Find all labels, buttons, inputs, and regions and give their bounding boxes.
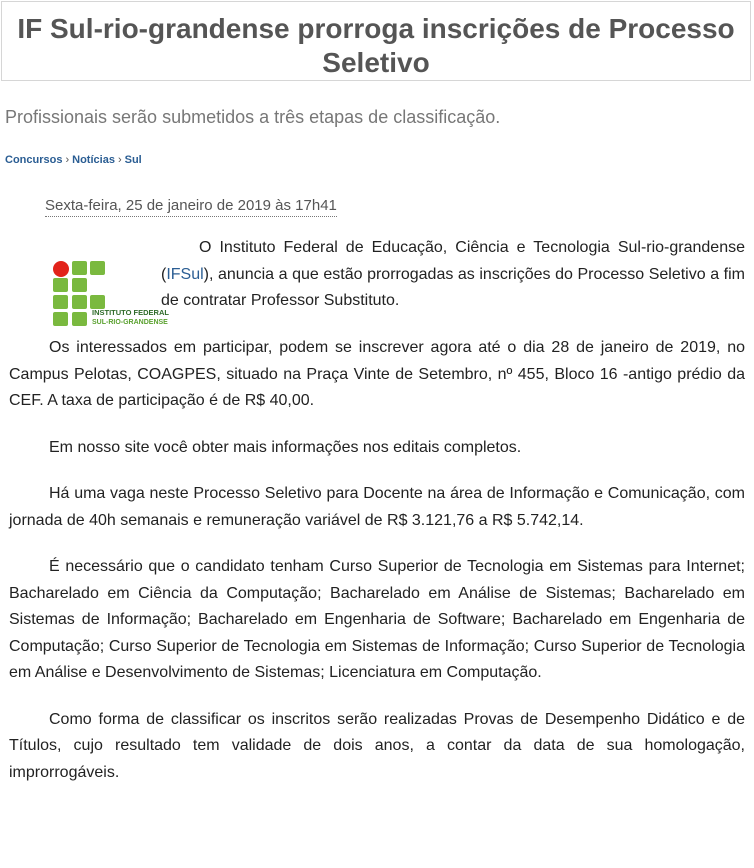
article-body <box>9 235 745 806</box>
title-box <box>1 1 751 81</box>
logo-text-line2: SUL-RIO-GRANDENSE <box>92 319 168 326</box>
article-paragraph-6: Como forma de classificar os inscritos serão realizadas Provas de Desempenho Didático e de Títulos, cujo resultado tem validade de dois anos, a contar da data de sua homologação, improrrogáveis. <box>9 710 745 781</box>
breadcrumb-separator: › <box>65 154 70 166</box>
publish-date: Sexta-feira, 25 de janeiro de 2019 às 17h41 <box>45 196 337 217</box>
article-paragraph-3: Em nosso site você obter mais informações nos editais completos. <box>49 438 522 456</box>
breadcrumb <box>5 152 142 168</box>
breadcrumb-sul[interactable]: Sul <box>124 154 142 166</box>
logo-text-line1: INSTITUTO FEDERAL <box>92 308 169 317</box>
breadcrumb-separator: › <box>117 154 122 166</box>
p1-text-after: ), anuncia a que estão prorrogadas as inscrições do Processo Seletivo a fim de contratar Professor Substituto. <box>161 265 745 309</box>
page-title: IF Sul-rio-grandense prorroga inscrições de Processo Seletivo <box>17 13 735 78</box>
p1-text-before: O Instituto Federal de Educação, Ciência e Tecnologia Sul-rio-grandense ( <box>161 239 745 283</box>
article-paragraph-5: É necessário que o candidato tenham Curso Superior de Tecnologia em Sistemas para Internet; Bacharelado em Ciência da Computação; Bacharelado em Análise de Sistemas; Bacharelado em Sistemas de Informação; Bacharelado em Engenharia de Software; Bacharelado em Engenharia de Computação; Curso Superior de Tecnologia em Sistemas de Informação; Curso Superior de Tecnologia em Análise e Desenvolvimento de Sistemas; Licenciatura em Computação. <box>9 558 745 681</box>
page-subtitle: Profissionais serão submetidos a três etapas de classificação. <box>5 107 501 127</box>
ifsul-link[interactable]: IFSul <box>166 265 204 283</box>
ifsul-logo <box>9 235 169 335</box>
ifsul-logo-graphic <box>52 261 178 327</box>
logo-red-dot <box>53 261 69 277</box>
breadcrumb-concursos[interactable]: Concursos <box>5 154 63 166</box>
breadcrumb-noticias[interactable]: Notícias <box>72 154 115 166</box>
article-paragraph-2: Os interessados em participar, podem se inscrever agora até o dia 28 de janeiro de 2019, no Campus Pelotas, COAGPES, situado na Praça Vinte de Setembro, nº 455, Bloco 16 -antigo prédio da CEF. A taxa de participação é de R$ 40,00. <box>9 339 745 409</box>
article-paragraph-4: Há uma vaga neste Processo Seletivo para Docente na área de Informação e Comunicação, com jornada de 40h semanais e remuneração variável de R$ 3.121,76 a R$ 5.742,14. <box>9 485 745 529</box>
